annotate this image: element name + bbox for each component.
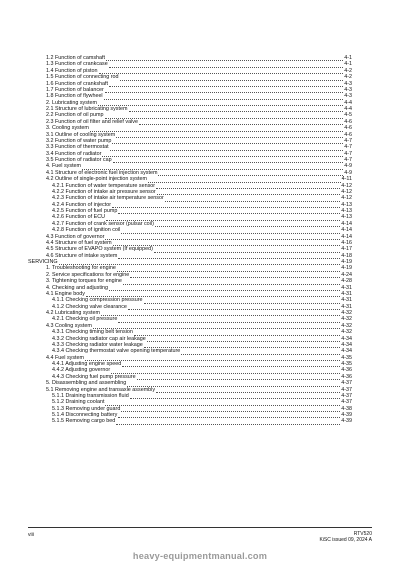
toc-dot-leader	[121, 228, 340, 233]
toc-entry[interactable]	[28, 418, 352, 424]
toc-entry-page: 4-32	[341, 310, 352, 317]
toc-entry-title: SERVICING	[28, 259, 58, 266]
toc-entry-title: 3.4 Function of radiator	[46, 150, 102, 157]
toc-dot-leader	[117, 267, 340, 272]
toc-entry-title: 4.4 Structure of fuel system	[46, 239, 112, 246]
toc-dot-leader	[122, 362, 340, 367]
toc-dot-leader	[123, 279, 340, 284]
toc-entry-title: 4.1 Engine body	[46, 290, 85, 297]
toc-entry-page: 4-31	[341, 297, 352, 304]
toc-entry-title: 4.1.2 Checking valve clearance	[52, 303, 127, 310]
watermark: heavy-equipmentmanual.com	[132, 551, 268, 561]
toc-entry-page: 4-12	[341, 182, 352, 189]
toc-entry[interactable]	[28, 342, 352, 348]
footer-page-number: viii	[28, 532, 34, 538]
toc-dot-leader	[147, 337, 340, 342]
toc-entry-title: 4.3.4 Checking thermostat valve opening temperature	[52, 348, 181, 355]
toc-entry-title: 5.1.5 Removing cargo bed	[52, 418, 116, 425]
toc-entry[interactable]	[28, 170, 352, 176]
toc-entry-page: 4-12	[341, 195, 352, 202]
toc-dot-leader	[128, 305, 340, 310]
toc-entry[interactable]	[28, 144, 352, 150]
toc-entry-title: 4.2.2 Function of intake air pressure sensor	[52, 188, 156, 195]
toc-entry-title: 2.1 Structure of lubricating system	[46, 106, 128, 113]
toc-entry-page: 4-39	[341, 418, 352, 425]
toc-dot-leader	[118, 209, 340, 214]
toc-entry-page: 4-13	[341, 214, 352, 221]
toc-entry[interactable]	[28, 87, 352, 93]
toc-entry-title: 1.6 Function of crankshaft	[46, 80, 109, 87]
toc-dot-leader	[118, 318, 340, 323]
toc-entry-title: 1.5 Function of connecting rod	[46, 74, 119, 81]
toc-entry-page: 4-4	[344, 106, 352, 113]
toc-entry-page: 4-9	[344, 169, 352, 176]
toc-entry-page: 4-5	[344, 112, 352, 119]
toc-entry-title: 4.2.4 Function of injector	[52, 201, 112, 208]
toc-entry[interactable]	[28, 348, 352, 354]
toc-entry[interactable]	[28, 291, 352, 297]
toc-entry-page: 4-3	[344, 86, 352, 93]
toc-entry-page: 4-31	[341, 303, 352, 310]
toc-dot-leader	[137, 375, 341, 380]
toc-entry-title: 3.1 Outline of cooling system	[46, 131, 116, 138]
toc-dot-leader	[90, 126, 343, 131]
toc-entry[interactable]	[28, 106, 352, 112]
toc-entry-page: 4-11	[341, 176, 352, 183]
toc-entry[interactable]	[28, 278, 352, 284]
toc-entry-page: 4-6	[344, 125, 352, 132]
toc-entry-page: 4-14	[341, 227, 352, 234]
toc-entry-title: 5.1.2 Draining coolant	[52, 399, 105, 406]
toc-entry-page: 4-18	[341, 252, 352, 259]
toc-entry[interactable]	[28, 100, 352, 106]
toc-entry[interactable]	[28, 399, 352, 405]
toc-entry-title: 4.4 Fuel system	[46, 354, 85, 361]
toc-entry[interactable]	[28, 132, 352, 138]
toc-entry[interactable]	[28, 259, 352, 265]
toc-entry[interactable]	[28, 125, 352, 131]
toc-dot-leader	[102, 152, 343, 157]
toc-entry-title: 2. Lubricating system	[46, 99, 97, 106]
toc-dot-leader	[101, 311, 340, 316]
toc-entry-title: 4.2.1 Checking oil pressure	[52, 316, 118, 323]
toc-entry-title: 4.2.1 Function of water temperature sensor	[52, 182, 156, 189]
toc-entry-title: 2.2 Function of oil pump	[46, 112, 104, 119]
toc-entry-page: 4-39	[341, 412, 352, 419]
toc-entry[interactable]	[28, 272, 352, 278]
toc-entry-title: 1.3 Function of crankcase	[46, 61, 108, 68]
toc-dot-leader	[130, 394, 340, 399]
toc-dot-leader	[112, 139, 343, 144]
toc-entry-title: 4.2.3 Function of intake air temperature sensor	[52, 195, 164, 202]
toc-entry-page: 4-7	[344, 137, 352, 144]
toc-entry-title: 4.5 Structure of EVAPO system (If equipped)	[46, 246, 153, 253]
toc-entry-page: 4-1	[344, 61, 352, 68]
toc-entry-page: 4-32	[341, 322, 352, 329]
toc-entry-page: 4-6	[344, 131, 352, 138]
toc-entry[interactable]	[28, 61, 352, 67]
toc-entry[interactable]	[28, 387, 352, 393]
toc-dot-leader	[130, 273, 340, 278]
toc-entry-title: 5.1.1 Draining transmission fluid	[52, 392, 129, 399]
toc-entry-title: 4.3 Cooling system	[46, 322, 92, 329]
toc-entry[interactable]	[28, 93, 352, 99]
toc-entry[interactable]	[28, 157, 352, 163]
footer-info	[319, 531, 372, 544]
toc-entry[interactable]	[28, 138, 352, 144]
toc-dot-leader	[129, 107, 344, 112]
toc-dot-leader	[99, 69, 344, 74]
toc-entry-title: 3.5 Function of radiator cap	[46, 157, 112, 164]
toc-entry[interactable]	[28, 304, 352, 310]
toc-dot-leader	[148, 177, 341, 182]
toc-entry-title: 4.3.3 Checking radiator water leakage	[52, 341, 143, 348]
toc-entry-title: 4.2 Outline of single-point injection system	[46, 176, 147, 183]
toc-entry-title: 4.4.3 Checking fuel pump pressure	[52, 373, 136, 380]
toc-entry-page: 4-19	[341, 265, 352, 272]
toc-dot-leader	[156, 184, 340, 189]
toc-entry-page: 4-19	[341, 259, 352, 266]
toc-entry-page: 4-7	[344, 144, 352, 151]
toc-entry[interactable]	[28, 234, 352, 240]
toc-entry-title: 5.1 Removing engine and transaxle assembly	[46, 386, 156, 393]
toc-entry-page: 4-14	[341, 220, 352, 227]
footer-model: RTV520	[353, 531, 372, 537]
toc-dot-leader	[105, 88, 343, 93]
toc-entry[interactable]	[28, 285, 352, 291]
toc-entry[interactable]	[28, 227, 352, 233]
toc-entry[interactable]	[28, 374, 352, 380]
toc-entry[interactable]	[28, 189, 352, 195]
toc-entry-title: 4.3.2 Checking radiator cap air leakage	[52, 335, 146, 342]
toc-entry-title: 2.3 Function of oil filter and relief valve	[46, 118, 138, 125]
toc-entry-page: 4-36	[341, 373, 352, 380]
toc-entry-page: 4-17	[341, 246, 352, 253]
toc-dot-leader	[85, 356, 340, 361]
toc-entry-page: 4-7	[344, 157, 352, 164]
toc-dot-leader	[109, 286, 340, 291]
toc-entry-title: 4.2.6 Function of ECU	[52, 214, 106, 221]
toc-entry-title: 4.4.1 Adjusting engine speed	[52, 361, 122, 368]
toc-dot-leader	[154, 247, 340, 252]
toc-dot-leader	[121, 407, 340, 412]
toc-dot-leader	[111, 369, 340, 374]
toc-entry[interactable]	[28, 393, 352, 399]
toc-entry[interactable]	[28, 253, 352, 259]
toc-entry[interactable]	[28, 163, 352, 169]
toc-entry-title: 4.2.5 Function of fuel pump	[52, 208, 118, 215]
toc-entry-title: 4. Checking and adjusting	[46, 284, 109, 291]
toc-entry[interactable]	[28, 74, 352, 80]
toc-entry-page: 4-2	[344, 67, 352, 74]
toc-entry[interactable]	[28, 240, 352, 246]
toc-dot-leader	[116, 133, 343, 138]
toc-entry-page: 4-35	[341, 361, 352, 368]
toc-entry[interactable]	[28, 202, 352, 208]
toc-entry-page: 4-37	[341, 392, 352, 399]
toc-entry-title: 4.1 Structure of electronic fuel injection system	[46, 169, 158, 176]
toc-dot-leader	[127, 381, 340, 386]
toc-entry-title: 4.6 Structure of intake system	[46, 252, 118, 259]
toc-entry[interactable]	[28, 195, 352, 201]
toc-entry-title: 4. Fuel system	[46, 163, 82, 170]
toc-entry[interactable]	[28, 119, 352, 125]
toc-entry[interactable]	[28, 355, 352, 361]
toc-entry[interactable]	[28, 265, 352, 271]
toc-entry-title: 5. Disassembling and assembling	[46, 380, 127, 387]
toc-entry-page: 4-4	[344, 99, 352, 106]
toc-entry-title: 3. Cooling system	[46, 125, 89, 132]
toc-entry-title: 5.1.4 Disconnecting battery	[52, 412, 118, 419]
toc-dot-leader	[105, 400, 340, 405]
toc-dot-leader	[112, 203, 340, 208]
toc-entry[interactable]	[28, 406, 352, 412]
toc-entry[interactable]	[28, 208, 352, 214]
toc-entry-title: 4.2.7 Function of crank sensor (pulsar coil)	[52, 220, 154, 227]
toc-entry-page: 4-1	[344, 55, 352, 62]
toc-dot-leader	[165, 196, 340, 201]
toc-entry-page: 4-3	[344, 80, 352, 87]
toc-entry-page: 4-2	[344, 74, 352, 81]
toc-entry[interactable]	[28, 246, 352, 252]
toc-entry-title: 5.1.3 Removing under guard	[52, 405, 121, 412]
toc-entry-page: 4-36	[341, 367, 352, 374]
toc-dot-leader	[118, 413, 340, 418]
toc-entry-title: 4.4.2 Adjusting governor	[52, 367, 111, 374]
toc-entry-page: 4-14	[341, 233, 352, 240]
toc-dot-leader	[181, 349, 340, 354]
toc-dot-leader	[155, 222, 340, 227]
toc-entry-page: 4-12	[341, 188, 352, 195]
toc-entry-title: 3. Tightening torques for engine	[46, 278, 122, 285]
toc-entry[interactable]	[28, 380, 352, 386]
toc-entry-page: 4-32	[341, 329, 352, 336]
toc-entry[interactable]	[28, 55, 352, 61]
footer-issue: KiSC issued 09, 2024 A	[319, 537, 372, 544]
toc-entry-title: 4.3.1 Checking timing belt tension	[52, 329, 133, 336]
toc-entry-title: 3.3 Function of thermostat	[46, 144, 109, 151]
toc-entry[interactable]	[28, 151, 352, 157]
toc-entry-page: 4-37	[341, 386, 352, 393]
toc-dot-leader	[156, 388, 340, 393]
toc-entry-page: 4-7	[344, 150, 352, 157]
toc-dot-leader	[134, 330, 340, 335]
toc-dot-leader	[105, 235, 340, 240]
toc-dot-leader	[118, 254, 340, 259]
toc-dot-leader	[157, 190, 341, 195]
toc-entry-page: 4-9	[344, 163, 352, 170]
toc-entry-page: 4-24	[341, 271, 352, 278]
toc-entry[interactable]	[28, 361, 352, 367]
toc-entry-title: 3.2 Function of water pump	[46, 137, 112, 144]
toc-entry-title: 2. Service specifications for engine	[46, 271, 130, 278]
toc-entry[interactable]	[28, 336, 352, 342]
toc-dot-leader	[104, 94, 344, 99]
toc-entry-page: 4-13	[341, 201, 352, 208]
toc-entry-page: 4-16	[341, 239, 352, 246]
toc-entry-title: 1.8 Function of flywheel	[46, 93, 103, 100]
toc-entry-title: 1.2 Function of camshaft	[46, 55, 106, 62]
toc-entry-title: 1.7 Function of balancer	[46, 86, 104, 93]
toc-entry-page: 4-31	[341, 284, 352, 291]
toc-entry-title: 4.2 Lubricating system	[46, 310, 100, 317]
toc-entry-page: 4-3	[344, 93, 352, 100]
toc-entry-page: 4-32	[341, 316, 352, 323]
toc-dot-leader	[110, 145, 344, 150]
toc-entry[interactable]	[28, 112, 352, 118]
toc-entry-title: 4.3 Function of governor	[46, 233, 105, 240]
toc-entry[interactable]	[28, 183, 352, 189]
toc-entry-page: 4-34	[341, 341, 352, 348]
toc-entry-page: 4-28	[341, 278, 352, 285]
toc-dot-leader	[158, 171, 343, 176]
toc-entry[interactable]	[28, 81, 352, 87]
toc-entry-title: 4.2.8 Function of ignition coil	[52, 227, 121, 234]
toc-dot-leader	[105, 114, 344, 119]
toc-dot-leader	[109, 63, 343, 68]
toc-entry[interactable]	[28, 68, 352, 74]
toc-entry-page: 4-37	[341, 380, 352, 387]
toc-entry-title: 4.1.1 Checking compression pressure	[52, 297, 143, 304]
toc-entry-page: 4-37	[341, 399, 352, 406]
toc-entry-page: 4-38	[341, 405, 352, 412]
toc-dot-leader	[109, 82, 343, 87]
toc-entry[interactable]	[28, 297, 352, 303]
toc-entry[interactable]	[28, 367, 352, 373]
toc-entry[interactable]	[28, 316, 352, 322]
toc-entry[interactable]	[28, 221, 352, 227]
toc-dot-leader	[144, 298, 341, 303]
toc-dot-leader	[120, 75, 344, 80]
toc-entry[interactable]	[28, 329, 352, 335]
toc-dot-leader	[139, 120, 343, 125]
toc-entry-page: 4-6	[344, 118, 352, 125]
toc-dot-leader	[106, 56, 343, 61]
toc-entry-page: 4-34	[341, 335, 352, 342]
toc-entry[interactable]	[28, 412, 352, 418]
toc-dot-leader	[98, 101, 343, 106]
toc-entry-title: 1. Troubleshooting for engine	[46, 265, 116, 272]
toc-entry-page: 4-34	[341, 348, 352, 355]
toc-entry[interactable]	[28, 323, 352, 329]
toc-entry[interactable]	[28, 214, 352, 220]
toc-dot-leader	[113, 158, 344, 163]
footer-divider	[28, 527, 372, 528]
toc-entry-page: 4-13	[341, 208, 352, 215]
toc-entry[interactable]	[28, 176, 352, 182]
table-of-contents	[28, 55, 352, 425]
toc-entry-page: 4-35	[341, 354, 352, 361]
toc-entry-page: 4-31	[341, 290, 352, 297]
toc-dot-leader	[116, 420, 340, 425]
toc-entry[interactable]	[28, 310, 352, 316]
toc-entry-title: 1.4 Function of piston	[46, 67, 98, 74]
